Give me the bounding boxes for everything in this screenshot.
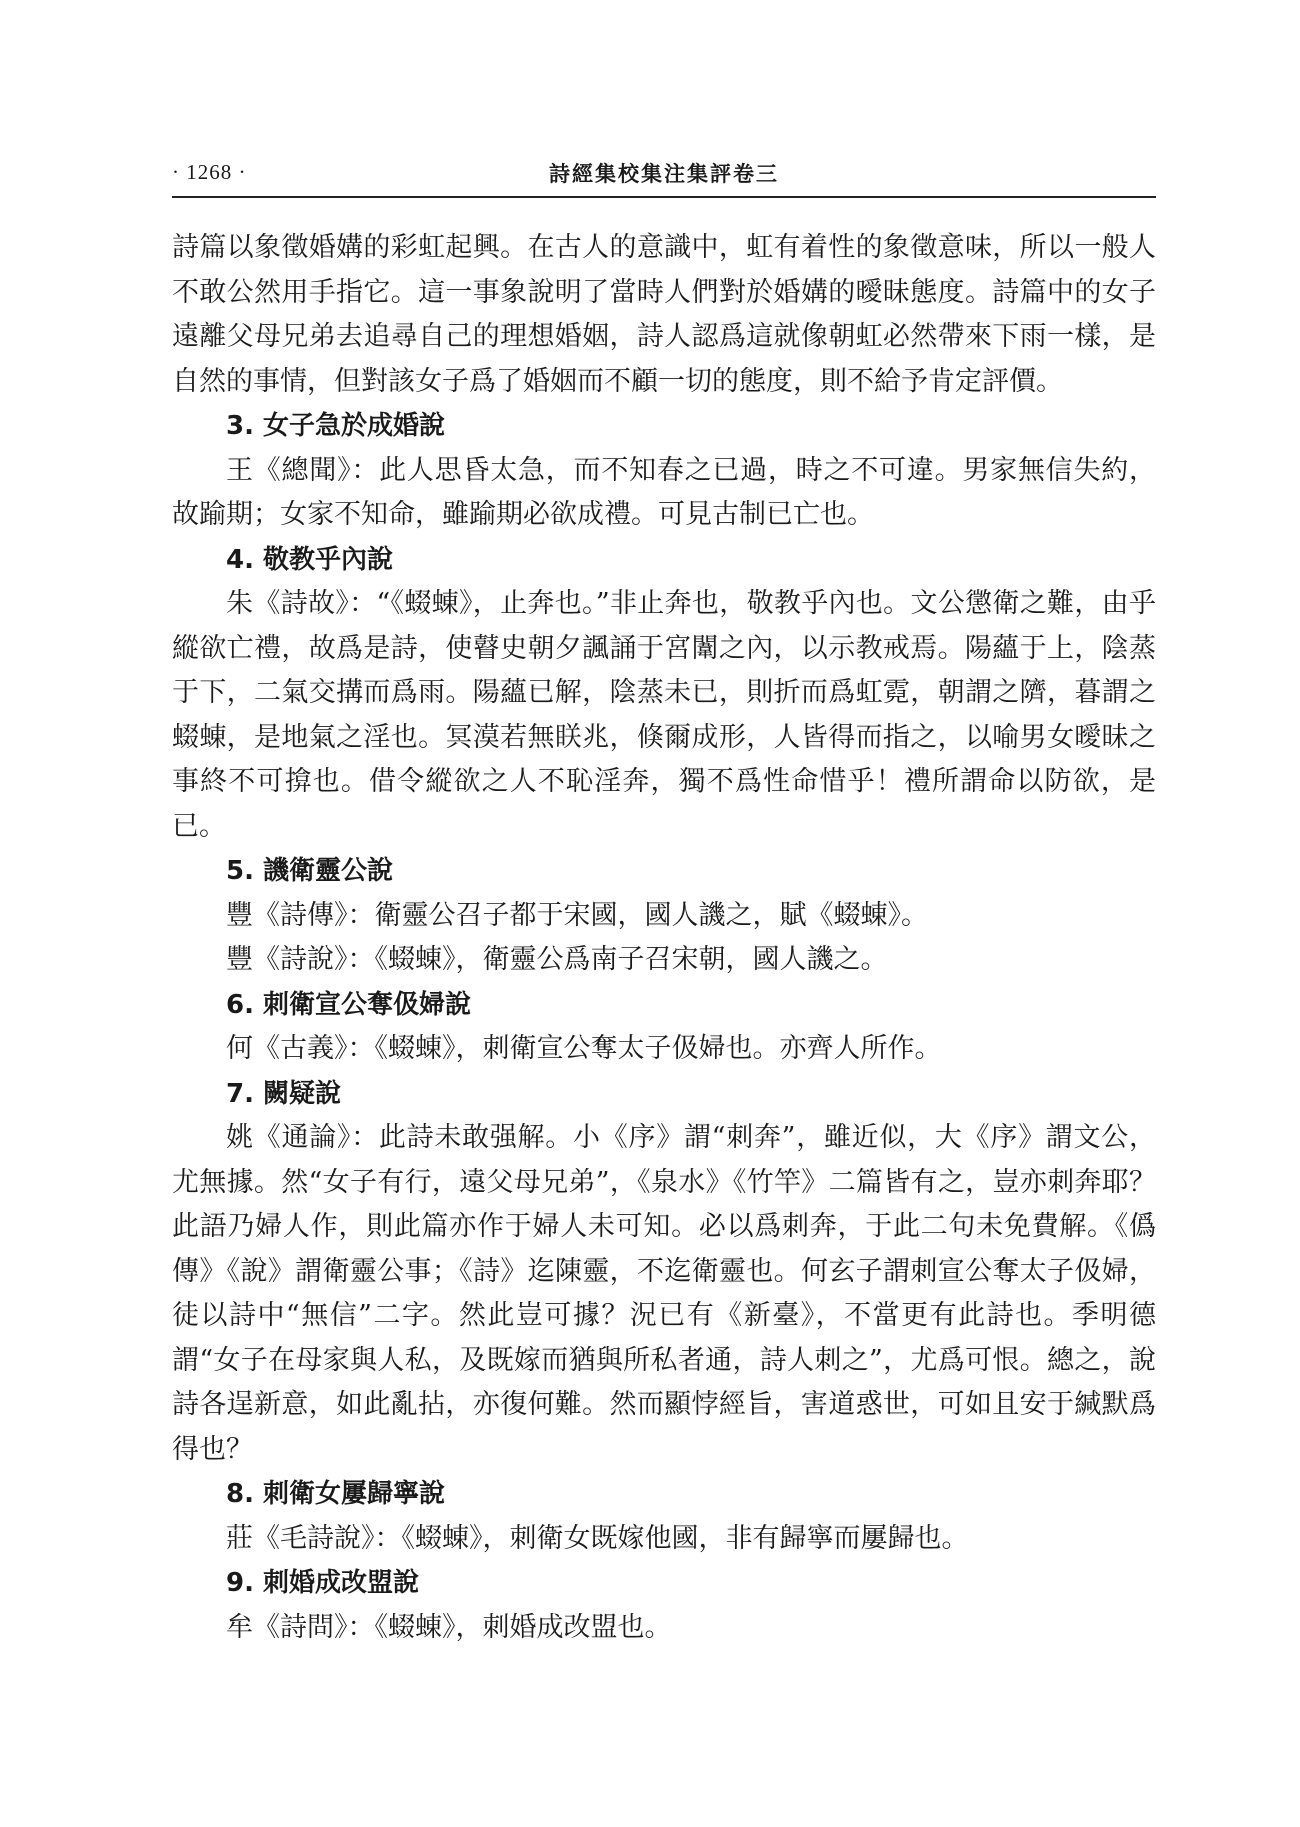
section-heading: 9. 刺婚成改盟說 bbox=[226, 1568, 420, 1598]
paragraph: 姚《通論》：此詩未敢强解。小《序》謂“刺奔”，雖近似，大《序》謂文公，尤無據。然“女子有行，遠父母兄弟”，《泉水》《竹竿》二篇皆有之，豈亦刺奔耶？此語乃婦人作，則此篇亦作于婦人未可知。必以爲刺奔，于此二句未免費解。《僞傳》《說》謂衛靈公事；《詩》迄陳靈，不迄衛靈也。何玄子謂刺宣公奪太子伋婦，徒以詩中“無信”二字。然此豈可據？況已有《新臺》，不當更有此詩也。季明德謂“女子在母家與人私，及既嫁而猶與所私者通，詩人刺之”，尤爲可恨。總之，說詩各逞新意，如此亂拈，亦復何難。然而顯悖經旨，害道惑世，可如且安于緘默爲得也？ bbox=[172, 1122, 1156, 1465]
paragraph: 莊《毛詩說》：《蝃蝀》，刺衛女既嫁他國，非有歸寧而屢歸也。 bbox=[226, 1522, 969, 1554]
running-title: 詩經集校集注集評卷三 bbox=[549, 162, 779, 186]
section-heading: 7. 闕疑說 bbox=[226, 1078, 342, 1109]
section-heading: 3. 女子急於成婚說 bbox=[226, 411, 446, 441]
paragraph: 牟《詩問》：《蝃蝀》，刺婚成改盟也。 bbox=[226, 1611, 672, 1643]
section-heading: 4. 敬教乎內說 bbox=[226, 544, 394, 575]
running-header bbox=[172, 150, 1156, 198]
paragraph: 何《古義》：《蝃蝀》，刺衛宣公奪太子伋婦也。亦齊人所作。 bbox=[226, 1033, 942, 1064]
paragraph: 豐《詩傳》：衛靈公召子都于宋國，國人譏之，賦《蝃蝀》。 bbox=[226, 899, 928, 931]
paragraph: 朱《詩故》：“《蝃蝀》，止奔也。”非止奔也，敬教乎內也。文公懲衛之難，由乎縱欲亡禮，故爲是詩，使瞽史朝夕諷誦于宮闈之內，以示教戒焉。陽蘊于上，陰蒸于下，二氣交搆而爲雨。陽蘊已解，陰蒸未已，則折而爲虹霓，朝謂之隮，暮謂之蝃蝀，是地氣之淫也。冥漠若無眹兆，倏爾成形，人皆得而指之，以喻男女曖昧之事終不可揜也。借令縱欲之人不恥淫奔，獨不爲性命惜乎！禮所謂命以防欲，是已。 bbox=[172, 588, 1156, 842]
paragraph: 詩篇以象徵婚媾的彩虹起興。在古人的意識中，虹有着性的象徵意味，所以一般人不敢公然用手指它。這一事象說明了當時人們對於婚媾的曖昧態度。詩篇中的女子遠離父母兄弟去追尋自己的理想婚姻，詩人認爲這就像朝虹必然帶來下雨一樣，是自然的事情，但對該女子爲了婚姻而不顧一切的態度，則不給予肯定評價。 bbox=[172, 232, 1156, 397]
paragraph: 豐《詩說》：《蝃蝀》，衛靈公爲南子召宋朝，國人譏之。 bbox=[226, 944, 888, 975]
paragraph: 王《總聞》：此人思昏太急，而不知春之已過，時之不可違。男家無信失約，故踰期；女家不知命，雖踰期必欲成禮。可見古制已亡也。 bbox=[172, 454, 1156, 530]
section-heading: 6. 刺衛宣公奪伋婦說 bbox=[226, 989, 472, 1020]
page-number: · 1268 · bbox=[172, 160, 247, 184]
section-heading: 8. 刺衛女屢歸寧說 bbox=[226, 1479, 446, 1509]
section-heading: 5. 譏衛靈公說 bbox=[226, 856, 394, 886]
page-body bbox=[172, 226, 1156, 1650]
